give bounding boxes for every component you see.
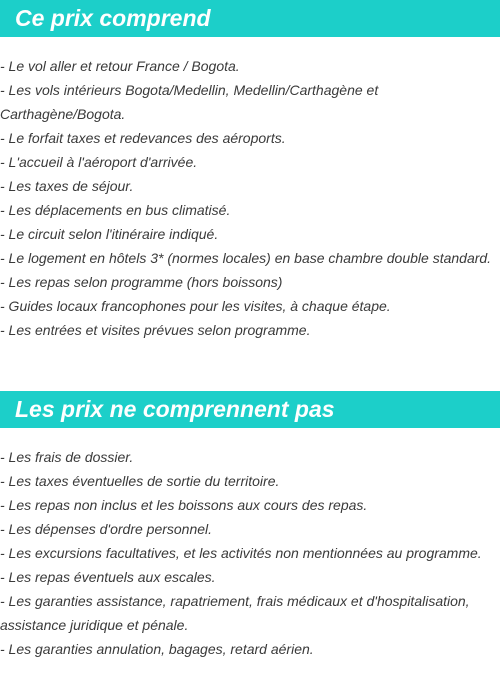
excluded-section-title: Les prix ne comprennent pas <box>15 396 335 422</box>
list-item: - Les frais de dossier. <box>0 449 134 465</box>
list-item: - Les taxes éventuelles de sortie du territoire. <box>0 473 280 489</box>
list-item: - Les déplacements en bus climatisé. <box>0 202 231 218</box>
list-item: - Les repas non inclus et les boissons aux cours des repas. <box>0 497 368 513</box>
included-items-list <box>0 54 500 342</box>
list-item: - Les repas selon programme (hors boissons) <box>0 274 283 290</box>
list-item: - Les taxes de séjour. <box>0 178 134 194</box>
list-item: - Le logement en hôtels 3* (normes locales) en base chambre double standard. <box>0 250 492 266</box>
list-item: - Le circuit selon l'itinéraire indiqué. <box>0 226 219 242</box>
list-item: - Guides locaux francophones pour les visites, à chaque étape. <box>0 298 391 314</box>
excluded-section-header <box>0 391 500 428</box>
list-item: - Les excursions facultatives, et les activités non mentionnées au programme. <box>0 545 482 561</box>
list-item: - Les garanties annulation, bagages, retard aérien. <box>0 641 314 657</box>
list-item: - Le forfait taxes et redevances des aéroports. <box>0 130 286 146</box>
list-item: - Les dépenses d'ordre personnel. <box>0 521 213 537</box>
list-item: - Les garanties assistance, rapatriement, frais médicaux et d'hospitalisation, assistance juridique et pénale. <box>0 593 470 633</box>
list-item: - L'accueil à l'aéroport d'arrivée. <box>0 154 198 170</box>
list-item: - Les entrées et visites prévues selon programme. <box>0 322 311 338</box>
included-section-header <box>0 0 500 37</box>
list-item: - Les vols intérieurs Bogota/Medellin, Medellin/Carthagène et Carthagène/Bogota. <box>0 82 379 122</box>
list-item: - Le vol aller et retour France / Bogota. <box>0 58 240 74</box>
excluded-items-list <box>0 445 500 661</box>
list-item: - Les repas éventuels aux escales. <box>0 569 216 585</box>
included-section-title: Ce prix comprend <box>15 5 211 31</box>
